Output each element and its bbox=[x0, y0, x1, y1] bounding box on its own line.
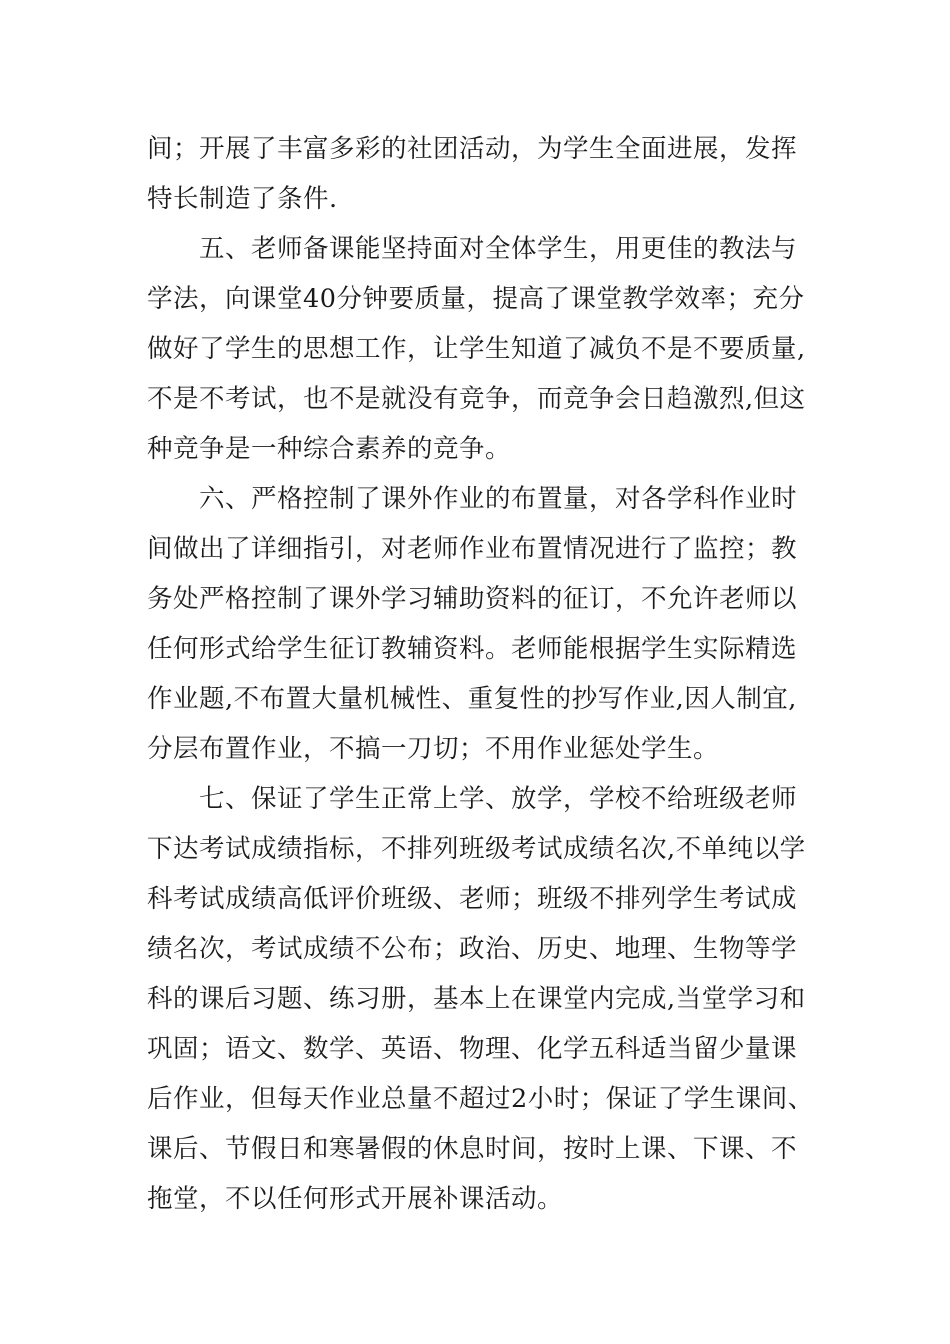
text-line: 间做出了详细指引，对老师作业布置情况进行了监控；教 bbox=[147, 534, 798, 564]
text-line: 间；开展了丰富多彩的社团活动，为学生全面进展，发挥 bbox=[147, 134, 798, 164]
paragraph-start-line: 五、老师备课能坚持面对全体学生，用更佳的教法与 bbox=[199, 234, 798, 264]
text-line: 作业题,不布置大量机械性、重复性的抄写作业,因人制宜, bbox=[147, 684, 797, 714]
text-line: 学法，向课堂40分钟要质量，提高了课堂教学效率；充分 bbox=[147, 284, 805, 314]
paragraph-start-line: 七、保证了学生正常上学、放学，学校不给班级老师 bbox=[199, 784, 798, 814]
text-line: 绩名次，考试成绩不公布；政治、历史、地理、生物等学 bbox=[147, 934, 798, 964]
text-line: 课后、节假日和寒暑假的休息时间，按时上课、下课、不 bbox=[147, 1134, 798, 1164]
text-line: 下达考试成绩指标，不排列班级考试成绩名次,不单纯以学 bbox=[147, 834, 806, 864]
text-line: 拖堂，不以任何形式开展补课活动。 bbox=[147, 1184, 564, 1214]
text-line: 分层布置作业，不搞一刀切；不用作业惩处学生。 bbox=[147, 734, 720, 764]
text-line: 种竞争是一种综合素养的竞争。 bbox=[147, 434, 512, 464]
text-line: 务处严格控制了课外学习辅助资料的征订，不允许老师以 bbox=[147, 584, 798, 614]
text-line: 不是不考试，也不是就没有竞争，而竞争会日趋激烈,但这 bbox=[147, 384, 806, 414]
text-line: 特长制造了条件. bbox=[147, 184, 338, 214]
text-line: 科考试成绩高低评价班级、老师；班级不排列学生考试成 bbox=[147, 884, 798, 914]
paragraph-start-line: 六、严格控制了课外作业的布置量，对各学科作业时 bbox=[199, 484, 798, 514]
text-line: 后作业，但每天作业总量不超过2小时；保证了学生课间、 bbox=[147, 1084, 814, 1114]
text-line: 巩固；语文、数学、英语、物理、化学五科适当留少量课 bbox=[147, 1034, 798, 1064]
text-line: 任何形式给学生征订教辅资料。老师能根据学生实际精选 bbox=[147, 634, 798, 664]
text-line: 科的课后习题、练习册，基本上在课堂内完成,当堂学习和 bbox=[147, 984, 806, 1014]
text-line: 做好了学生的思想工作，让学生知道了减负不是不要质量, bbox=[147, 334, 806, 364]
